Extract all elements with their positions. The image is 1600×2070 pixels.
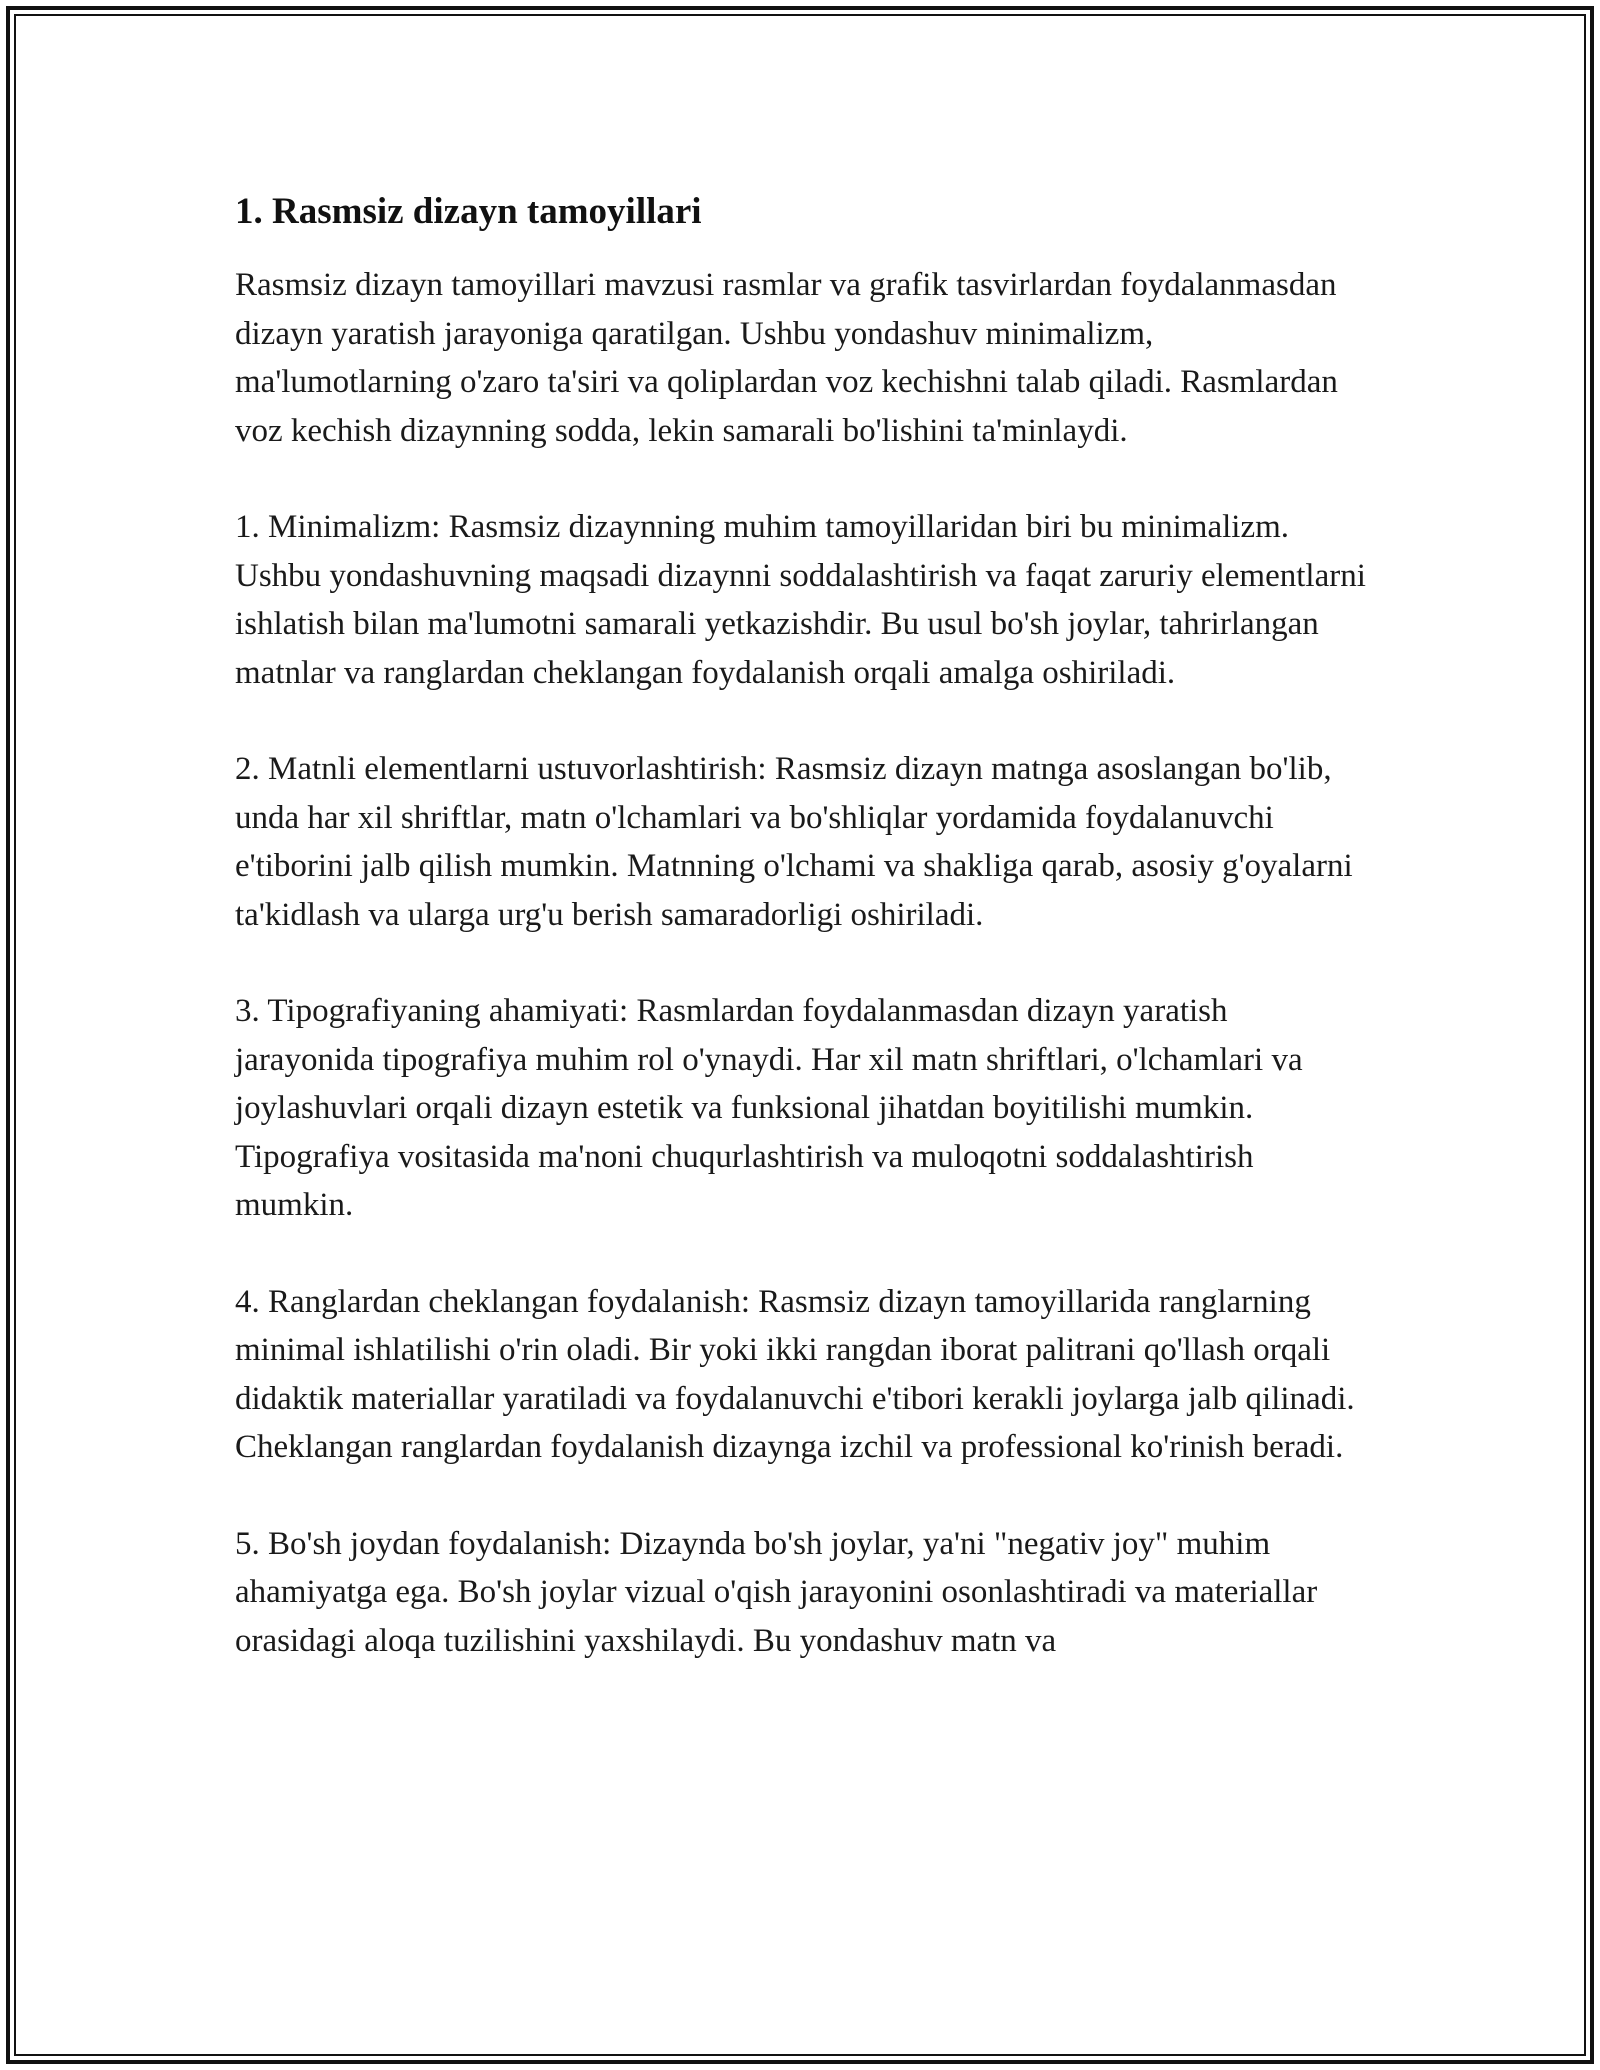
paragraph-text-elements: 2. Matnli elementlarni ustuvorlashtirish: Rasmsiz dizayn matnga asoslangan bo'lib, unda har xil shriftlar, matn o'lchamlari va bo'shliqlar yordamida foydalanuvchi e'tiborini jalb qilish mumkin. Matnning o'lchami va shakliga qarab, asosiy g'oyalarni ta'kidlash va ularga urg'u berish samaradorligi oshiriladi. (235, 751, 1353, 933)
intro-paragraph: Rasmsiz dizayn tamoyillari mavzusi rasmlar va grafik tasvirlardan foydalanmasdan dizayn yaratish jarayoniga qaratilgan. Ushbu yondashuv minimalizm, ma'lumotlarning o'zaro ta'siri va qoliplardan voz kechishni talab qiladi. Rasmlardan voz kechish dizaynning sodda, lekin samarali bo'lishini ta'minlaydi. (235, 267, 1338, 449)
paragraph-whitespace: 5. Bo'sh joydan foydalanish: Dizaynda bo'sh joylar, ya'ni "negativ joy" muhim ahamiyatga ega. Bo'sh joylar vizual o'qish jarayonini osonlashtiradi va materiallar orasidagi aloqa tuzilishini yaxshilaydi. Bu yondashuv matn va (235, 1525, 1318, 1659)
paragraph-minimalism: 1. Minimalizm: Rasmsiz dizaynning muhim tamoyillaridan biri bu minimalizm. Ushbu yondashuvning maqsadi dizaynni soddalashtirish va faqat zaruriy elementlarni ishlatish bilan ma'lumotni samarali yetkazishdir. Bu usul bo'sh joylar, tahrirlangan matnlar va ranglardan cheklangan foydalanish orqali amalga oshiriladi. (235, 509, 1366, 691)
document-body (235, 188, 1370, 1713)
paragraph-limited-colors: 4. Ranglardan cheklangan foydalanish: Rasmsiz dizayn tamoyillarida ranglarning minimal ishlatilishi o'rin oladi. Bir yoki ikki rangdan iborat palitrani qo'llash orqali didaktik materiallar yaratiladi va foydalanuvchi e'tibori kerakli joylarga jalb qilinadi. Cheklangan ranglardan foydalanish dizaynga izchil va professional ko'rinish beradi. (235, 1283, 1355, 1465)
paragraph-typography: 3. Tipografiyaning ahamiyati: Rasmlardan foydalanmasdan dizayn yaratish jarayonida tipografiya muhim rol o'ynaydi. Har xil matn shriftlari, o'lchamlari va joylashuvlari orqali dizayn estetik va funksional jihatdan boyitilishi mumkin. Tipografiya vositasida ma'noni chuqurlashtirish va muloqotni soddalashtirish mumkin. (235, 993, 1303, 1223)
section-heading: 1. Rasmsiz dizayn tamoyillari (235, 191, 702, 232)
